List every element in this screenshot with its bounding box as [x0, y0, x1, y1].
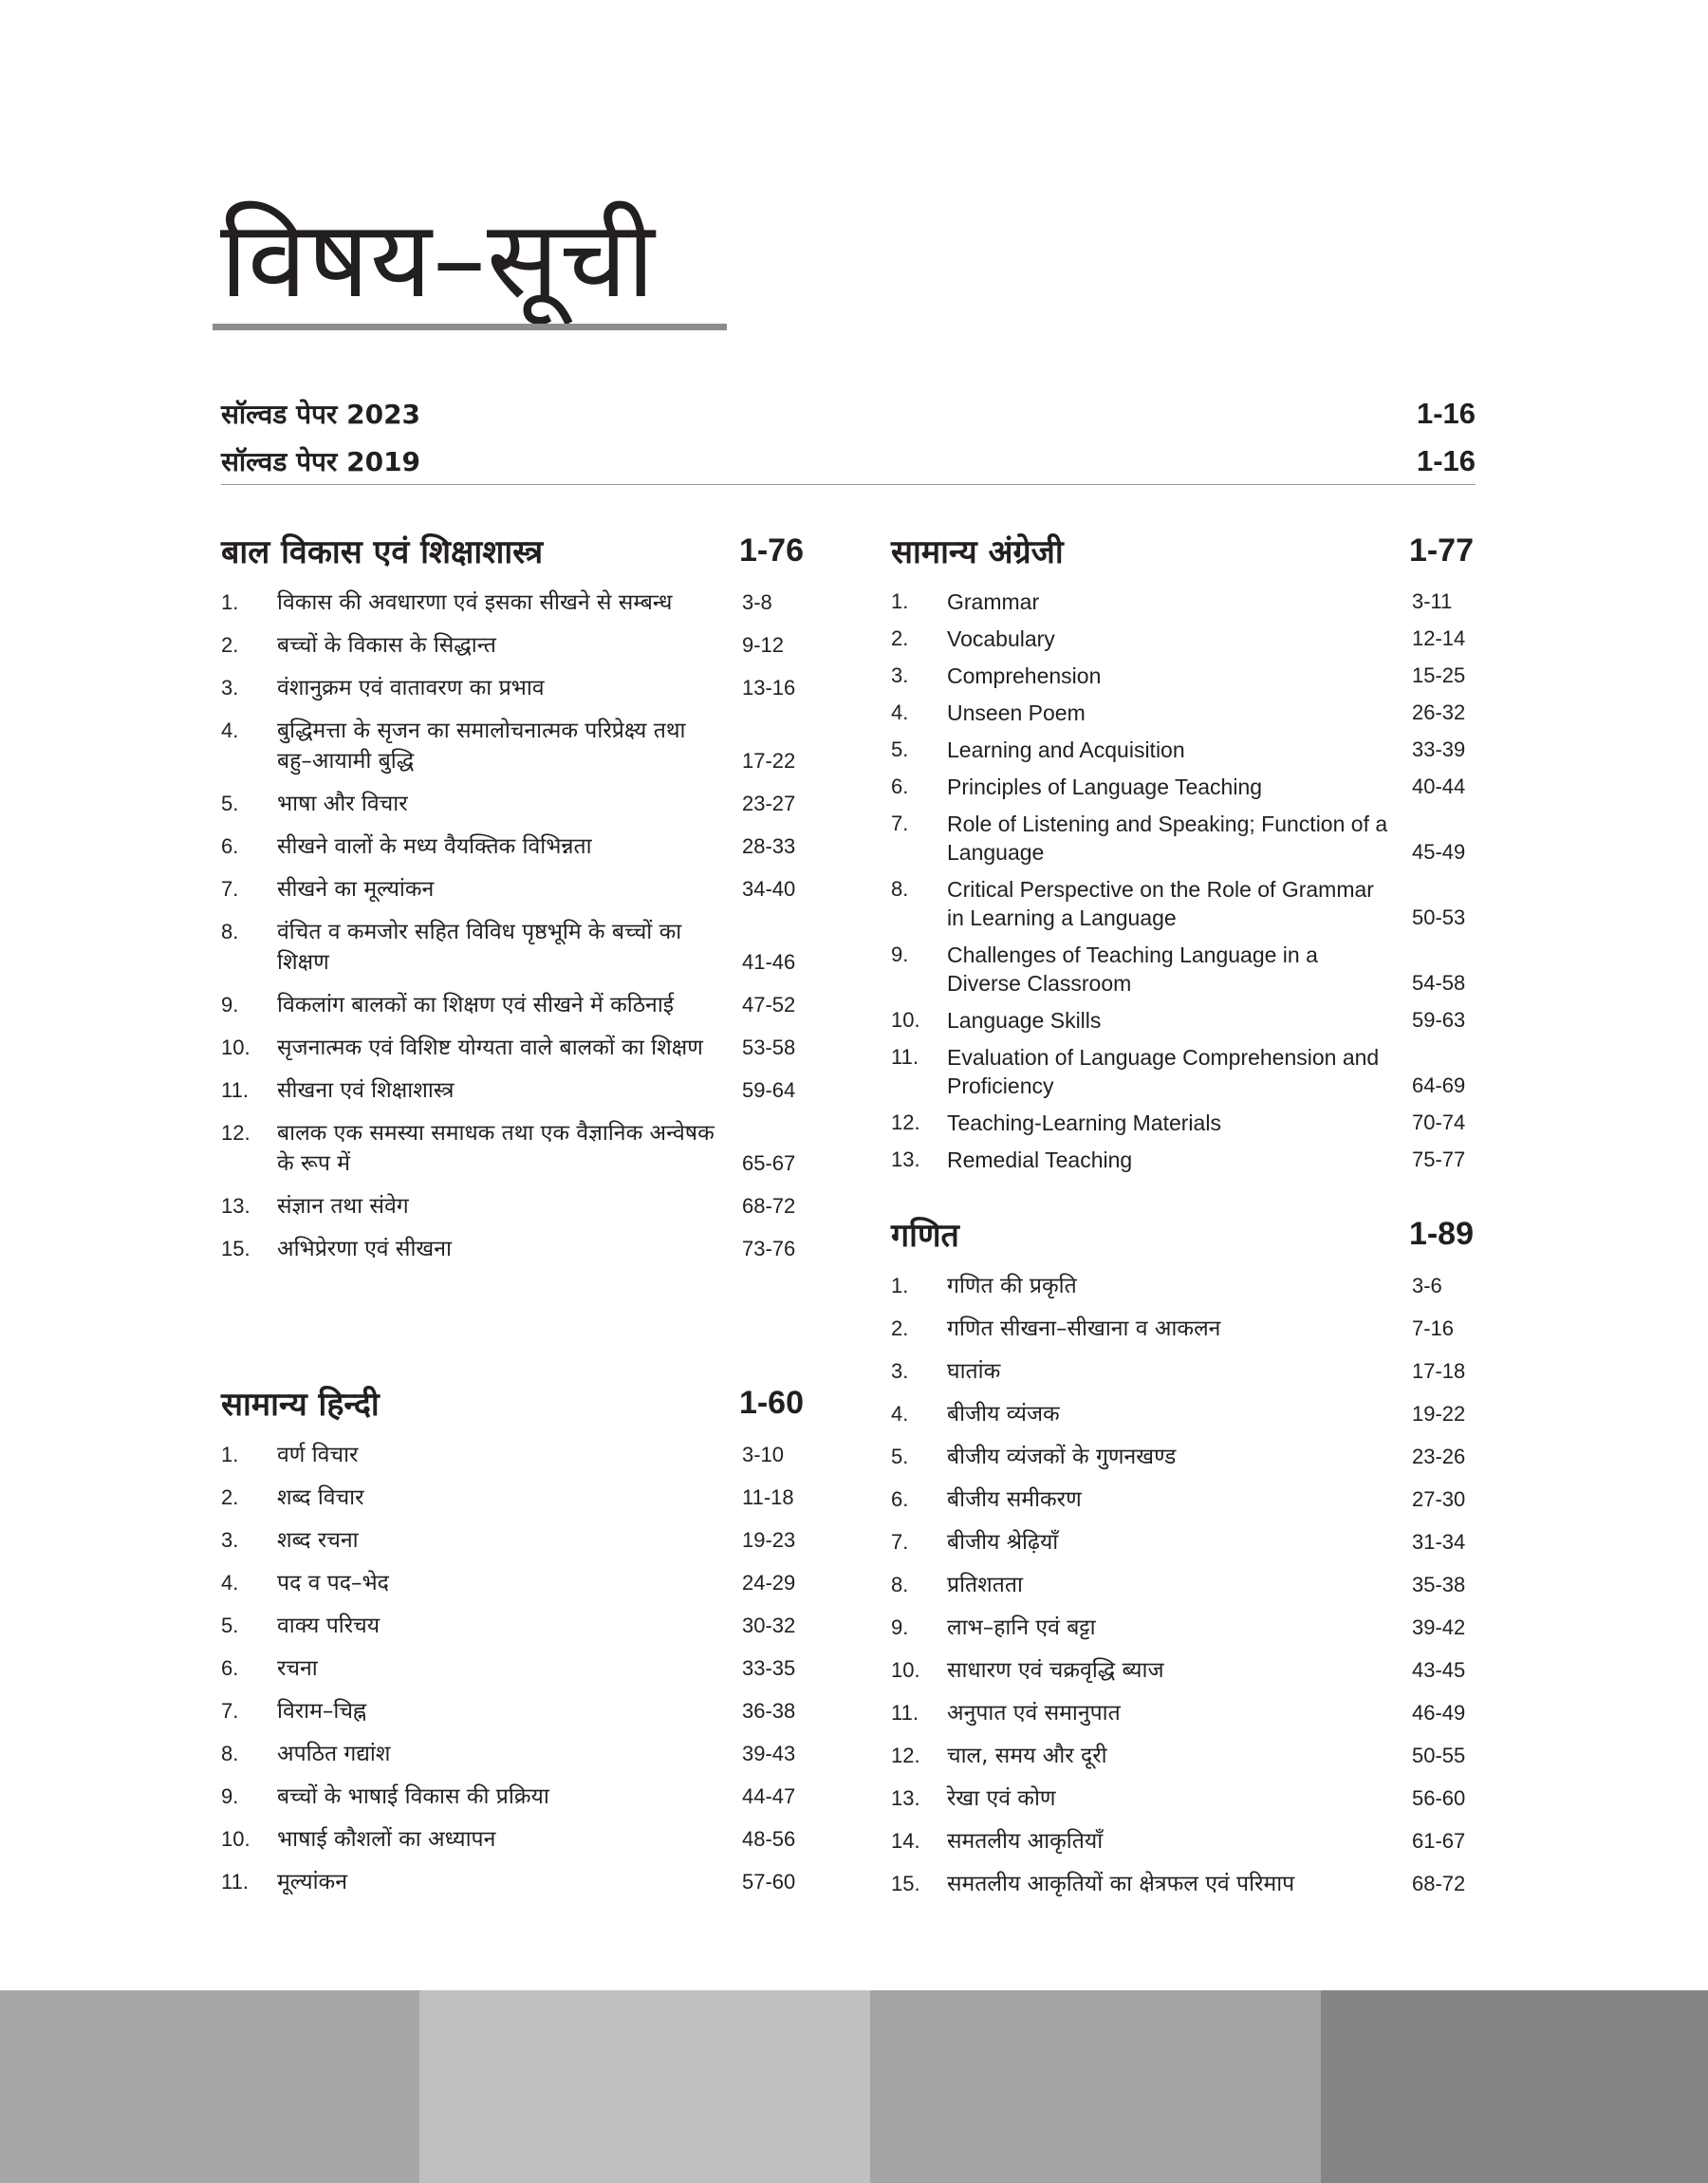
toc-entry[interactable] [891, 1741, 1474, 1771]
toc-entry-title: शब्द रचना [277, 1528, 359, 1553]
toc-entry-pages: 56-60 [1412, 1786, 1466, 1810]
toc-entry-title: बुद्धिमत्ता के सृजन का समालोचनात्मक परिप्रेक्ष्य तथा बहु–आयामी बुद्धि [277, 718, 686, 774]
toc-entry-pages: 23-27 [742, 792, 796, 815]
toc-entry-pages: 45-49 [1412, 840, 1466, 864]
toc-entry-title: Comprehension [947, 663, 1102, 688]
toc-entry-title: Role of Listening and Speaking; Function of a Language [947, 812, 1388, 865]
toc-entry-title: सीखने वालों के मध्य वैयक्तिक विभिन्नता [277, 834, 592, 859]
toc-entry[interactable] [221, 1568, 804, 1598]
solved-paper-label: सॉल्वड पेपर 2023 [221, 399, 421, 430]
toc-entry-pages: 19-23 [742, 1528, 796, 1552]
toc-entry[interactable] [891, 662, 1474, 690]
toc-entry-number: 2. [891, 626, 909, 650]
toc-entry-pages: 44-47 [742, 1784, 796, 1808]
toc-entry[interactable] [221, 990, 804, 1020]
toc-entry-pages: 47-52 [742, 993, 796, 1017]
toc-entry-number: 2. [891, 1316, 909, 1340]
toc-entry-title: Language Skills [947, 1008, 1102, 1033]
toc-entry-pages: 64-69 [1412, 1073, 1466, 1097]
toc-entry-pages: 41-46 [742, 950, 796, 974]
toc-entry[interactable] [221, 1653, 804, 1684]
toc-entry-pages: 34-40 [742, 877, 796, 901]
toc-entry-pages: 61-67 [1412, 1829, 1466, 1853]
toc-entry[interactable] [221, 1191, 804, 1222]
toc-entry-pages: 50-53 [1412, 905, 1466, 929]
toc-list [891, 1271, 1474, 1899]
toc-entry-title: सीखना एवं शिक्षाशास्त्र [277, 1078, 455, 1103]
footer-band [870, 1990, 1321, 2183]
solved-paper-pages: 1-16 [1416, 444, 1476, 477]
toc-entry-pages: 68-72 [1412, 1872, 1466, 1895]
toc-entry-pages: 11-18 [742, 1485, 794, 1509]
toc-entry-pages: 27-30 [1412, 1487, 1466, 1511]
toc-entry[interactable] [891, 1826, 1474, 1856]
toc-entry-title: समतलीय आकृतियाँ [947, 1829, 1104, 1854]
toc-entry-title: Critical Perspective on the Role of Grammar in Learning a Language [947, 877, 1374, 930]
toc-entry-title: चाल, समय और दूरी [947, 1744, 1107, 1768]
toc-entry[interactable] [221, 1696, 804, 1726]
toc-entry-title: बीजीय व्यंजकों के गुणनखण्ड [947, 1445, 1177, 1469]
toc-entry-pages: 50-55 [1412, 1744, 1466, 1767]
toc-entry-number: 3. [891, 1359, 909, 1383]
toc-entry[interactable] [891, 1869, 1474, 1899]
section-page-range: 1-60 [738, 1384, 804, 1421]
toc-entry-pages: 39-42 [1412, 1615, 1466, 1639]
toc-entry-number: 2. [221, 633, 239, 657]
toc-entry-title: Teaching-Learning Materials [947, 1110, 1221, 1135]
toc-entry-title: बच्चों के विकास के सिद्धान्त [277, 633, 496, 658]
toc-entry-number: 4. [891, 1402, 909, 1426]
footer-band [1321, 1990, 1708, 2183]
toc-entry[interactable] [891, 1783, 1474, 1814]
toc-entry-number: 7. [221, 1699, 239, 1723]
section-hindi [221, 1379, 804, 1910]
toc-entry-title: मूल्यांकन [277, 1870, 347, 1894]
toc-entry-number: 6. [891, 774, 909, 798]
toc-entry-pages: 53-58 [742, 1036, 796, 1059]
toc-entry-pages: 48-56 [742, 1827, 796, 1851]
toc-entry[interactable] [221, 1782, 804, 1812]
toc-entry[interactable] [221, 1525, 804, 1556]
toc-entry-pages: 39-43 [742, 1742, 796, 1765]
toc-entry-number: 15. [891, 1872, 920, 1895]
toc-entry-title: विकास की अवधारणा एवं इसका सीखने से सम्बन्ध [277, 590, 673, 615]
toc-entry-pages: 59-63 [1412, 1008, 1466, 1032]
toc-entry-number: 14. [891, 1829, 920, 1853]
toc-entry-pages: 70-74 [1412, 1110, 1466, 1134]
toc-entry-pages: 3-11 [1412, 589, 1453, 613]
toc-entry-pages: 30-32 [742, 1614, 796, 1637]
toc-entry-title: रचना [277, 1656, 318, 1681]
toc-entry-title: प्रतिशतता [947, 1573, 1023, 1597]
toc-entry-number: 11. [221, 1078, 249, 1102]
toc-entry-title: बीजीय श्रेढ़ियाँ [947, 1530, 1059, 1555]
toc-entry-title: समतलीय आकृतियों का क्षेत्रफल एवं परिमाप [947, 1872, 1295, 1896]
toc-entry-pages: 17-22 [742, 749, 796, 773]
toc-entry-title: विकलांग बालकों का शिक्षण एवं सीखने में कठिनाई [277, 993, 675, 1017]
toc-entry-number: 2. [221, 1485, 239, 1509]
toc-entry-title: अभिप्रेरणा एवं सीखना [277, 1237, 452, 1261]
toc-entry[interactable] [891, 1442, 1474, 1472]
toc-entry[interactable] [891, 625, 1474, 653]
toc-entry-pages: 68-72 [742, 1194, 796, 1218]
toc-entry[interactable] [221, 1440, 804, 1470]
toc-entry-pages: 28-33 [742, 834, 796, 858]
toc-entry[interactable] [891, 588, 1474, 616]
toc-entry-pages: 17-18 [1412, 1359, 1466, 1383]
toc-entry-number: 10. [221, 1827, 251, 1851]
toc-entry-title: अपठित गद्यांश [277, 1742, 391, 1766]
toc-entry-title: वंशानुक्रम एवं वातावरण का प्रभाव [277, 676, 545, 700]
toc-entry[interactable] [891, 1043, 1474, 1100]
toc-entry-number: 5. [891, 1445, 909, 1468]
page-title: विषय–सूची [220, 198, 656, 322]
toc-entry-pages: 19-22 [1412, 1402, 1466, 1426]
section-english [891, 527, 1474, 1183]
toc-entry-number: 12. [891, 1744, 920, 1767]
toc-entry[interactable] [221, 716, 804, 776]
toc-entry-number: 9. [891, 942, 909, 966]
toc-entry-number: 3. [221, 1528, 239, 1552]
toc-entry-number: 4. [891, 700, 909, 724]
toc-entry[interactable] [891, 1484, 1474, 1515]
toc-entry[interactable] [891, 1314, 1474, 1344]
toc-entry-pages: 65-67 [742, 1151, 796, 1175]
toc-entry[interactable] [891, 875, 1474, 932]
toc-entry-number: 9. [891, 1615, 909, 1639]
toc-entry-title: लाभ–हानि एवं बट्टा [947, 1615, 1096, 1640]
toc-entry-pages: 3-6 [1412, 1274, 1442, 1297]
toc-entry[interactable] [891, 810, 1474, 867]
toc-entry-title: Unseen Poem [947, 700, 1086, 725]
toc-entry-number: 11. [891, 1701, 919, 1725]
toc-entry[interactable] [891, 1356, 1474, 1387]
toc-entry-pages: 54-58 [1412, 971, 1466, 995]
toc-entry-pages: 59-64 [742, 1078, 796, 1102]
toc-entry-title: भाषाई कौशलों का अध्यापन [277, 1827, 496, 1852]
toc-entry-number: 4. [221, 718, 239, 742]
toc-entry[interactable] [891, 1613, 1474, 1643]
toc-entry-pages: 33-39 [1412, 737, 1466, 761]
toc-entry-number: 9. [221, 1784, 239, 1808]
toc-entry[interactable] [891, 736, 1474, 764]
toc-entry-title: पद व पद–भेद [277, 1571, 389, 1595]
section-title: बाल विकास एवं शिक्षाशास्त्र [221, 533, 544, 571]
toc-entry[interactable] [891, 1271, 1474, 1301]
toc-entry-number: 13. [891, 1786, 920, 1810]
toc-entry-number: 6. [221, 1656, 239, 1680]
toc-entry[interactable] [891, 1570, 1474, 1600]
toc-entry[interactable] [891, 1698, 1474, 1728]
toc-entry-title: गणित की प्रकृति [947, 1274, 1077, 1298]
toc-entry-number: 11. [891, 1045, 919, 1069]
toc-entry-number: 3. [221, 676, 239, 700]
toc-entry[interactable] [891, 773, 1474, 801]
toc-entry-title: अनुपात एवं समानुपात [947, 1701, 1121, 1726]
toc-entry-pages: 36-38 [742, 1699, 796, 1723]
section-header [891, 1210, 1474, 1258]
toc-entry[interactable] [221, 1611, 804, 1641]
toc-entry-pages: 31-34 [1412, 1530, 1466, 1554]
toc-entry-title: वाक्य परिचय [277, 1614, 381, 1638]
toc-entry-title: गणित सीखना–सीखाना व आकलन [947, 1316, 1221, 1341]
footer-band [419, 1990, 870, 2183]
toc-entry[interactable] [221, 874, 804, 905]
toc-entry-title: Vocabulary [947, 626, 1055, 651]
toc-entry-number: 10. [221, 1036, 251, 1059]
toc-entry-title: विराम–चिह्न [277, 1699, 367, 1724]
toc-entry-number: 7. [221, 877, 239, 901]
toc-entry-pages: 23-26 [1412, 1445, 1466, 1468]
toc-entry-number: 8. [221, 920, 239, 943]
toc-entry-pages: 26-32 [1412, 700, 1466, 724]
toc-entry-pages: 57-60 [742, 1870, 796, 1894]
toc-entry-title: Challenges of Teaching Language in a Diverse Classroom [947, 942, 1318, 996]
toc-entry-pages: 12-14 [1412, 626, 1466, 650]
solved-paper-pages: 1-16 [1416, 397, 1476, 430]
toc-entry[interactable] [221, 1824, 804, 1855]
toc-entry-number: 5. [221, 1614, 239, 1637]
toc-entry-pages: 3-10 [742, 1443, 785, 1466]
section-page-range: 1-76 [738, 532, 804, 569]
section-header [221, 527, 804, 574]
toc-entry-pages: 46-49 [1412, 1701, 1466, 1725]
toc-entry-title: बच्चों के भाषाई विकास की प्रक्रिया [277, 1784, 549, 1809]
toc-entry-number: 13. [221, 1194, 251, 1218]
section-ganit [891, 1210, 1474, 1912]
divider [221, 484, 1476, 485]
solved-paper-row[interactable] [221, 395, 1476, 433]
toc-entry[interactable] [891, 1146, 1474, 1174]
section-header [221, 1379, 804, 1427]
section-title: सामान्य हिन्दी [221, 1386, 380, 1424]
toc-entry-number: 15. [221, 1237, 251, 1260]
toc-entry[interactable] [221, 630, 804, 661]
toc-entry-title: Remedial Teaching [947, 1147, 1133, 1172]
toc-entry-title: सीखने का मूल्यांकन [277, 877, 435, 902]
toc-entry-pages: 40-44 [1412, 774, 1466, 798]
toc-entry-title: संज्ञान तथा संवेग [277, 1194, 409, 1219]
toc-list [221, 1440, 804, 1897]
toc-entry[interactable] [891, 1655, 1474, 1686]
toc-entry[interactable] [221, 1234, 804, 1264]
footer-color-bands [0, 1990, 1708, 2183]
toc-entry[interactable] [221, 673, 804, 703]
toc-entry-number: 6. [891, 1487, 909, 1511]
toc-entry-number: 7. [891, 812, 909, 835]
toc-entry[interactable] [221, 789, 804, 819]
toc-entry[interactable] [221, 831, 804, 862]
toc-entry[interactable] [891, 1527, 1474, 1558]
toc-entry[interactable] [221, 588, 804, 618]
toc-entry-title: बीजीय व्यंजक [947, 1402, 1060, 1427]
toc-entry-number: 10. [891, 1658, 920, 1682]
toc-entry-number: 1. [221, 1443, 239, 1466]
toc-entry[interactable] [891, 699, 1474, 727]
toc-entry[interactable] [891, 941, 1474, 998]
toc-entry-title: शब्द विचार [277, 1485, 364, 1510]
toc-entry-title: वर्ण विचार [277, 1443, 359, 1467]
toc-entry-number: 5. [891, 737, 909, 761]
toc-entry-number: 1. [891, 1274, 909, 1297]
toc-entry-pages: 24-29 [742, 1571, 796, 1595]
toc-list [221, 588, 804, 1264]
toc-entry-pages: 35-38 [1412, 1573, 1466, 1596]
toc-entry-number: 8. [891, 877, 909, 901]
toc-list [891, 588, 1474, 1174]
toc-entry-number: 1. [891, 589, 909, 613]
toc-entry-title: बीजीय समीकरण [947, 1487, 1082, 1512]
solved-paper-row[interactable] [221, 442, 1476, 480]
toc-entry-pages: 73-76 [742, 1237, 796, 1260]
toc-entry-pages: 75-77 [1412, 1147, 1466, 1171]
toc-entry-pages: 13-16 [742, 676, 796, 700]
section-bal-vikas [221, 527, 804, 1277]
section-header [891, 527, 1474, 574]
toc-entry-pages: 15-25 [1412, 663, 1466, 687]
toc-entry-number: 12. [221, 1121, 251, 1145]
toc-entry-number: 12. [891, 1110, 920, 1134]
section-title: सामान्य अंग्रेजी [891, 533, 1064, 571]
toc-entry-number: 8. [891, 1573, 909, 1596]
footer-band [0, 1990, 419, 2183]
toc-entry[interactable] [221, 917, 804, 978]
solved-paper-label: सॉल्वड पेपर 2019 [221, 446, 421, 477]
toc-entry-number: 9. [221, 993, 239, 1017]
toc-entry-pages: 33-35 [742, 1656, 796, 1680]
toc-entry-number: 5. [221, 792, 239, 815]
toc-entry[interactable] [221, 1867, 804, 1897]
toc-entry-title: सृजनात्मक एवं विशिष्ट योग्यता वाले बालकों का शिक्षण [277, 1036, 703, 1060]
toc-entry-pages: 9-12 [742, 633, 785, 657]
toc-entry-title: Learning and Acquisition [947, 737, 1185, 762]
section-page-range: 1-89 [1408, 1215, 1474, 1252]
toc-entry-title: Grammar [947, 589, 1040, 614]
section-page-range: 1-77 [1408, 532, 1474, 569]
toc-entry-title: वंचित व कमजोर सहित विविध पृष्ठभूमि के बच्चों का शिक्षण [277, 920, 682, 975]
toc-entry-number: 7. [891, 1530, 909, 1554]
toc-entry-pages: 43-45 [1412, 1658, 1466, 1682]
toc-entry[interactable] [221, 1483, 804, 1513]
toc-entry-number: 1. [221, 590, 239, 614]
toc-entry[interactable] [891, 1109, 1474, 1137]
toc-entry[interactable] [221, 1739, 804, 1769]
toc-entry-title: Principles of Language Teaching [947, 774, 1263, 799]
toc-entry[interactable] [891, 1006, 1474, 1035]
toc-entry[interactable] [221, 1033, 804, 1063]
toc-entry-number: 8. [221, 1742, 239, 1765]
toc-entry-title: बालक एक समस्या समाधक तथा एक वैज्ञानिक अन्वेषक के रूप में [277, 1121, 715, 1176]
toc-entry-number: 6. [221, 834, 239, 858]
toc-entry[interactable] [891, 1399, 1474, 1429]
toc-entry-number: 13. [891, 1147, 920, 1171]
toc-entry-number: 3. [891, 663, 909, 687]
toc-entry-number: 4. [221, 1571, 239, 1595]
toc-entry-pages: 3-8 [742, 590, 772, 614]
toc-entry-title: घातांक [947, 1359, 1001, 1384]
toc-entry-title: भाषा और विचार [277, 792, 408, 816]
section-title: गणित [891, 1217, 959, 1255]
toc-entry-title: Evaluation of Language Comprehension and Proficiency [947, 1045, 1380, 1098]
toc-entry-title: रेखा एवं कोण [947, 1786, 1056, 1811]
toc-entry[interactable] [221, 1075, 804, 1106]
toc-entry-number: 10. [891, 1008, 920, 1032]
toc-entry-pages: 7-16 [1412, 1316, 1455, 1340]
toc-entry-number: 11. [221, 1870, 249, 1894]
toc-entry-title: साधारण एवं चक्रवृद्धि ब्याज [947, 1658, 1164, 1683]
title-underline [213, 324, 727, 330]
toc-entry[interactable] [221, 1118, 804, 1179]
